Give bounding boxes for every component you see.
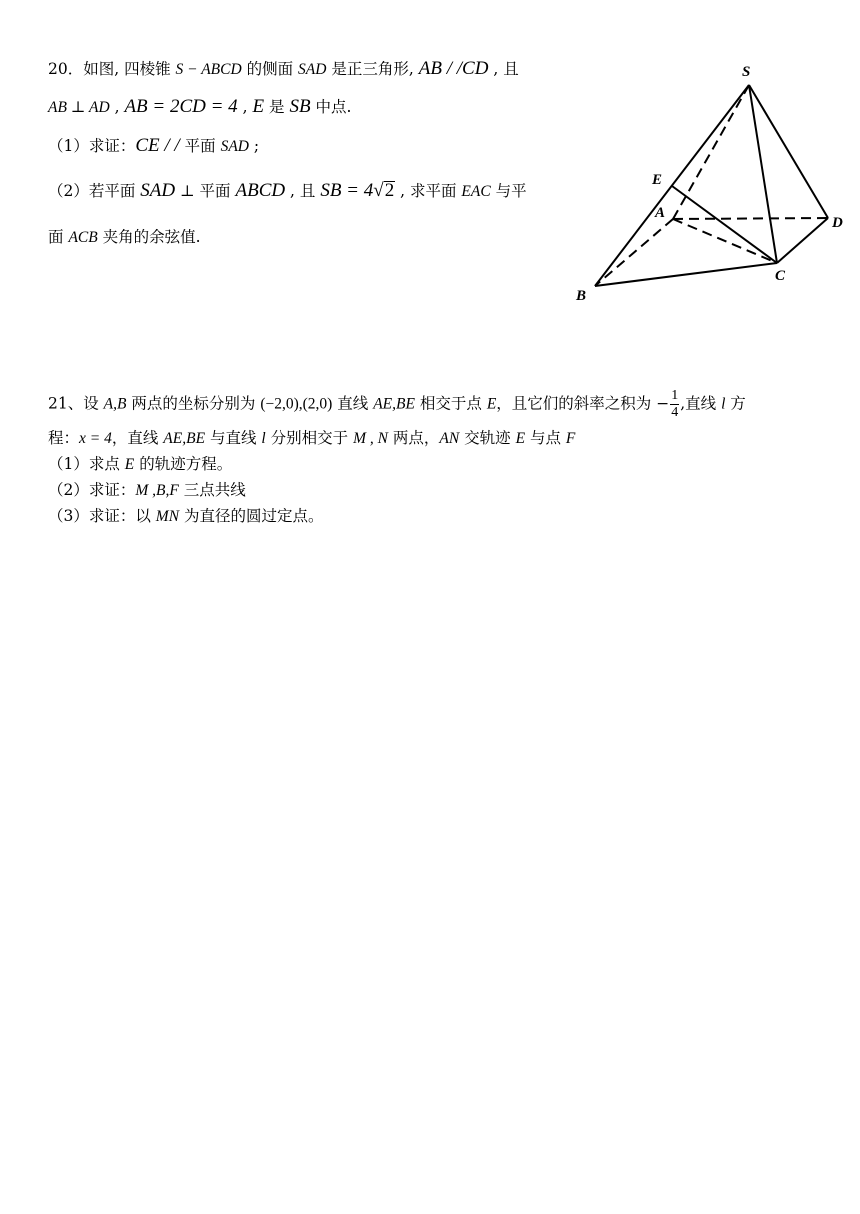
edge-AB — [595, 219, 673, 286]
edge-CD — [777, 218, 828, 263]
q21-text: 21、设 — [48, 394, 104, 413]
q21-text: 两点的坐标分别为 — [126, 394, 261, 413]
q21-text: （3）求证：以 — [48, 507, 156, 525]
q20-text: , 且 — [488, 60, 519, 78]
q20-text: 中点. — [310, 98, 352, 116]
edge-EC — [672, 186, 777, 263]
edge-SA — [673, 85, 749, 219]
q21-text: 的轨迹方程。 — [134, 455, 233, 473]
q20-math: SAD — [140, 180, 176, 201]
q21-math: AE,BE — [163, 430, 206, 447]
label-D: D — [832, 215, 843, 231]
edge-AD — [673, 218, 828, 219]
q21-text: 程： — [48, 429, 80, 447]
pyramid-figure — [570, 60, 850, 310]
q21-text: ,直线 — [680, 394, 722, 413]
q21-math: l — [261, 430, 266, 447]
q20-math: SB — [289, 96, 311, 117]
q20-math: ABCD — [235, 180, 286, 201]
q20-text: （2）若平面 — [48, 182, 141, 200]
q21-math: F — [565, 430, 576, 447]
q20-text: 夹角的余弦值. — [97, 228, 201, 246]
q20-text: , — [109, 98, 125, 116]
q21-line-1 — [48, 388, 746, 421]
q21-math: M ,B,F — [135, 482, 179, 499]
q21-fraction — [670, 388, 679, 421]
q21-math: l — [721, 395, 726, 413]
q20-part-2-cont — [48, 227, 201, 248]
q21-line-2 — [48, 428, 575, 449]
q20-text: , 且 — [285, 182, 321, 200]
q20-text: ⊥ 平面 — [175, 182, 236, 200]
q20-line-2 — [48, 97, 351, 118]
q20-text: 平面 — [179, 137, 221, 155]
q20-text: ; — [249, 137, 260, 155]
label-C: C — [775, 268, 786, 284]
q20-math: SAD — [220, 138, 249, 155]
q20-math: SAD — [298, 61, 327, 78]
q20-text: 的侧面 — [241, 60, 299, 78]
q21-math: x = 4 — [79, 430, 112, 447]
q21-math: AN — [439, 430, 460, 447]
q20-text: , — [237, 98, 253, 116]
q21-math: MN — [155, 508, 180, 525]
q21-math: AE,BE — [373, 395, 415, 413]
q21-text: （1）求点 — [48, 455, 125, 473]
q21-text: 为直径的圆过定点。 — [179, 507, 324, 525]
q21-text: 两点， — [387, 429, 440, 447]
q21-text: ，直线 — [111, 429, 164, 447]
q20-part-1 — [48, 136, 259, 157]
edge-SD — [749, 85, 828, 218]
q21-text: 与直线 — [205, 429, 262, 447]
edge-SC — [749, 85, 777, 263]
q21-math: E — [124, 456, 135, 473]
q20-sqrt-arg: 2 — [384, 180, 395, 201]
q20-text: 是正三角形, — [326, 60, 419, 78]
q20-text: 面 — [48, 228, 69, 246]
q21-text: 三点共线 — [178, 481, 246, 499]
q20-math: CE / / — [135, 135, 180, 156]
q20-text: （1）求证： — [48, 137, 136, 155]
fraction-denominator: 4 — [671, 405, 679, 420]
q20-text: 20．如图, 四棱锥 — [48, 60, 176, 78]
q21-part-2 — [48, 480, 246, 501]
q21-text: （2）求证： — [48, 481, 136, 499]
q21-text: ，且它们的斜率之积为 − — [496, 394, 670, 413]
q20-text: 是 — [264, 98, 290, 116]
edge-BC — [595, 263, 777, 286]
q21-math: A,B — [103, 395, 127, 413]
edge-SB — [595, 85, 749, 286]
q21-text: 分别相交于 — [265, 429, 354, 447]
q21-text: 交轨迹 — [459, 429, 516, 447]
q21-text: 相交于点 — [414, 394, 487, 413]
q20-math: E — [252, 96, 265, 117]
q20-math: AB / /CD — [418, 58, 489, 79]
q20-text: , 求平面 — [395, 182, 462, 200]
q21-text: 与点 — [525, 429, 566, 447]
q21-math: E — [486, 395, 497, 413]
q20-math: S − ABCD — [175, 61, 242, 78]
q20-math: ACB — [68, 229, 98, 246]
label-S: S — [742, 64, 751, 80]
fraction-numerator: 1 — [671, 388, 679, 403]
label-A: A — [655, 205, 666, 221]
q21-part-3 — [48, 506, 323, 527]
q20-part-2: （2）若平面 SAD ⊥ 平面 ABCD , 且 SB = 4√2 , 求平面 EAC 与平 — [48, 180, 527, 201]
q21-text: 方 — [725, 394, 746, 413]
label-E: E — [652, 172, 663, 188]
q20-math: AB = 2CD = 4 — [124, 96, 238, 117]
q20-math: SB = 4 — [320, 180, 374, 201]
q21-text: 直线 — [332, 394, 374, 413]
q20-math: EAC — [461, 183, 491, 200]
q21-math: (−2,0),(2,0) — [260, 395, 333, 413]
q21-part-1 — [48, 454, 232, 475]
q21-math: M , N — [353, 430, 388, 447]
q20-line-1 — [48, 59, 519, 80]
q20-text: 与平 — [490, 182, 527, 200]
q21-math: E — [515, 430, 526, 447]
label-B: B — [576, 288, 587, 304]
q20-math: AB ⊥ AD — [48, 99, 110, 116]
